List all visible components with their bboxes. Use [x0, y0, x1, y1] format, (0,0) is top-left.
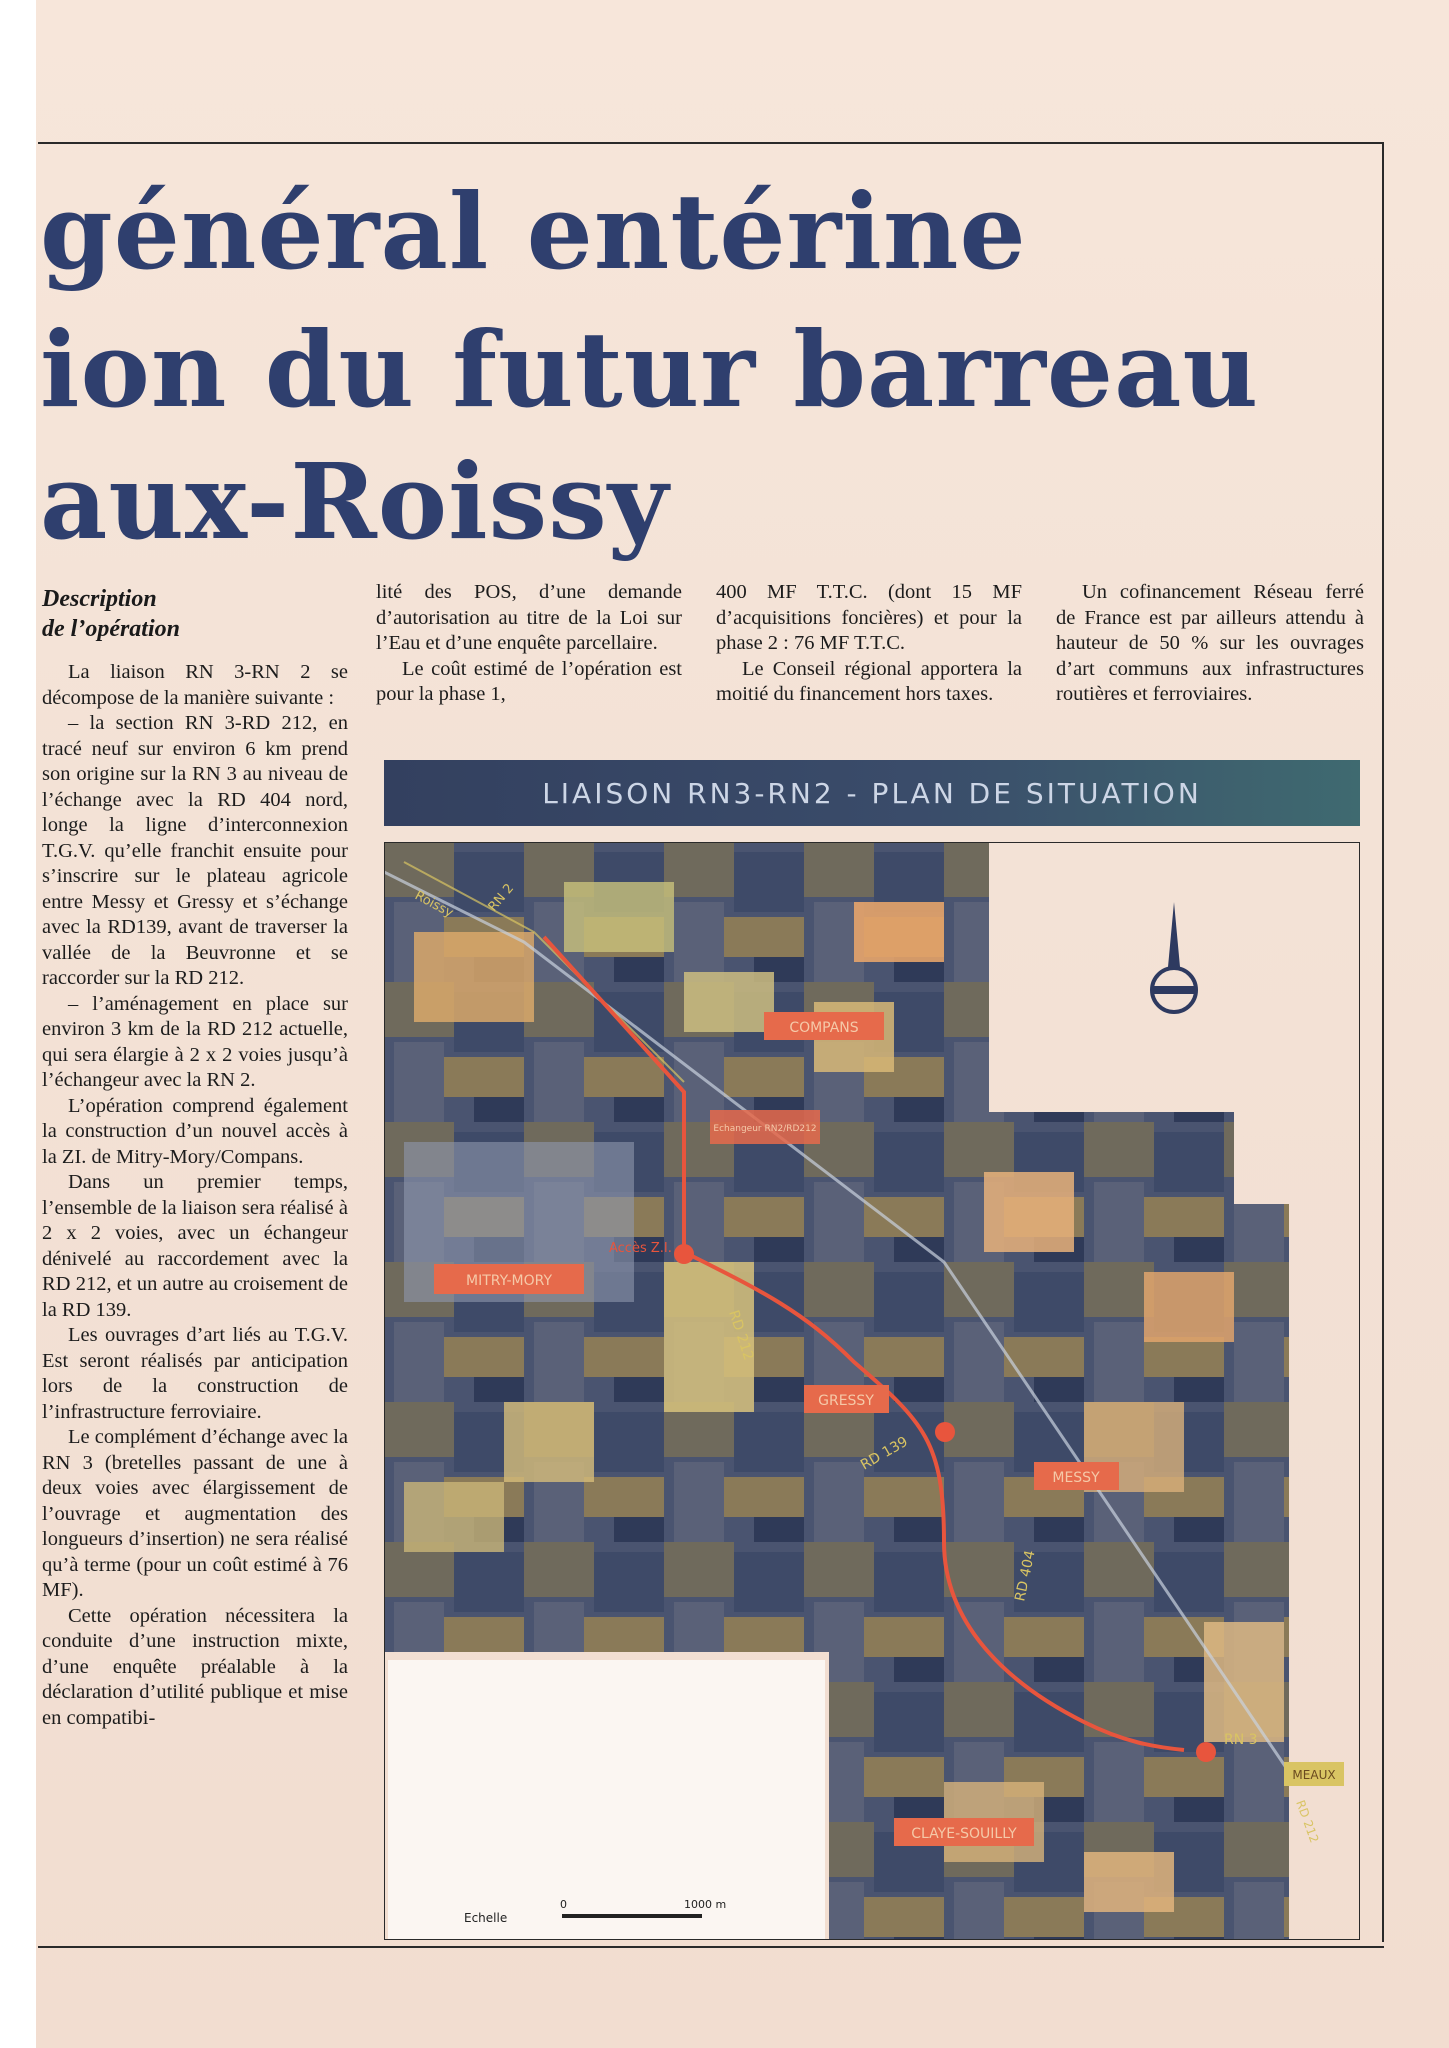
rd212-label: RD 212 [725, 1308, 757, 1363]
field [414, 932, 534, 1022]
meaux-label: MEAUX [1292, 1768, 1336, 1782]
label-mitry [434, 1264, 584, 1294]
north-arrow-icon [1152, 902, 1196, 1012]
blank-area [388, 1660, 825, 1940]
headline-line-3: aux-Roissy [40, 440, 670, 563]
top-rule [38, 142, 1384, 144]
page-left-margin [0, 0, 36, 2048]
acces-label: Accès Z.I. [609, 1241, 672, 1256]
bottom-rule [38, 1946, 1384, 1948]
paragraph: 400 MF T.T.C. (dont 15 MF d’acquisitions foncières) et pour la phase 2 : 76 MF T.T.C. [716, 581, 1022, 654]
field [1144, 1272, 1234, 1342]
article-column-4 [1056, 580, 1364, 708]
messy-label: MESSY [1052, 1470, 1100, 1486]
rd139-label: RD 139 [858, 1433, 911, 1474]
mitry-label: MITRY-MORY [465, 1273, 553, 1289]
subheading [42, 584, 348, 644]
paragraph: Cette opération nécessitera la conduite d’une instruction mixte, d’une enquête préalable à la déclaration d’utilité publique et mise en compatibi- [42, 1604, 348, 1729]
echangeur-label: Echangeur RN2/RD212 [713, 1124, 817, 1134]
map-title-banner: LIAISON RN3-RN2 - PLAN DE SITUATION [384, 760, 1360, 826]
scale-end: 1000 m [684, 1898, 727, 1911]
paragraph: L’opération comprend également la construction d’un nouvel accès à la ZI. de Mitry-Mory/Compans. [42, 1094, 348, 1168]
field [1084, 1852, 1174, 1912]
rd404-label: RD 404 [1012, 1548, 1039, 1603]
field [504, 1402, 594, 1482]
label-claye [894, 1818, 1034, 1846]
roissy-label: Roissy [412, 888, 456, 921]
field [564, 882, 674, 952]
label-meaux [1284, 1762, 1344, 1786]
compans-label: COMPANS [789, 1020, 859, 1036]
field [984, 1172, 1074, 1252]
field [854, 902, 944, 962]
paragraph: Dans un premier temps, l’ensemble de la liaison sera réalisé à 2 x 2 voies, avec un échangeur dénivelé au raccordement avec la RD 212, et un autre au croisement de la RD 139. [42, 1171, 348, 1321]
label-messy [1034, 1462, 1119, 1490]
label-echangeur [710, 1110, 820, 1144]
headline-line-1: général entérine [40, 170, 1027, 293]
subheading-line-1: Description [42, 586, 157, 612]
subheading-line-2: de l’opération [42, 616, 180, 642]
scale-start: 0 [560, 1898, 567, 1911]
right-rule [1382, 142, 1384, 1942]
field [1204, 1622, 1284, 1742]
scale-label: Echelle [464, 1911, 508, 1925]
paragraph: Les ouvrages d’art liés au T.G.V. Est seront réalisés par anticipation lors de la construction de l’infrastructure ferroviaire. [42, 1324, 348, 1423]
field [404, 1482, 504, 1552]
paragraph: Le coût estimé de l’opération est pour la phase 1, [376, 657, 682, 705]
article-column-2 [376, 580, 682, 708]
rd212b-label: RD 212 [1293, 1798, 1322, 1845]
gressy-label: GRESSY [818, 1393, 874, 1409]
paragraph: – l’aménagement en place sur environ 3 km de la RD 212 actuelle, qui sera élargie à 2 x 2 voies jusqu’à l’échangeur avec la RN 2. [42, 992, 348, 1091]
situation-map [384, 842, 1360, 1940]
paragraph: lité des POS, d’une demande d’autorisation au titre de la Loi sur l’Eau et d’une enquête parcellaire. [376, 581, 682, 654]
paragraph: Le complément d’échange avec la RN 3 (bretelles passant de une à deux voies avec élargissement de l’ouvrage et augmentation des longueurs d’insertion) ne sera réalisé qu’à terme (pour un coût estimé à 76 MF). [42, 1426, 349, 1601]
claye-label: CLAYE-SOUILLY [911, 1826, 1017, 1842]
paragraph: Le Conseil régional apportera la moitié du financement hors taxes. [716, 657, 1022, 705]
article-column-1 [42, 584, 348, 1731]
headline-line-2: ion du futur barreau [40, 308, 1260, 431]
route-junction [674, 1244, 694, 1264]
route-junction [935, 1422, 955, 1442]
paragraph: – la section RN 3-RD 212, en tracé neuf sur environ 6 km prend son origine sur la RN 3 au niveau de l’échange avec la RD 404 nord, longe la ligne d’interconnexion T.G.V. qu’elle franchit ensuite pour s’inscrire sur le plateau agricole entre Messy et Gressy et s’échange avec la RD139, avant de traverser la vallée de la Beuvronne et se raccorder sur la RD 212. [42, 712, 348, 989]
field [684, 972, 774, 1032]
route-junction [1196, 1742, 1216, 1762]
paragraph: La liaison RN 3-RN 2 se décompose de la manière suivante : [42, 661, 348, 709]
paragraph: Un cofinancement Réseau ferré de France est par ailleurs attendu à hauteur de 50 % sur les ouvrages d’art communs aux infrastructures routières et ferroviaires. [1056, 581, 1364, 705]
article-column-3 [716, 580, 1022, 708]
label-gressy [804, 1385, 889, 1413]
label-compans [764, 1012, 884, 1040]
rn3-label: RN 3 [1224, 1732, 1258, 1748]
rn2-label: RN 2 [485, 881, 518, 915]
